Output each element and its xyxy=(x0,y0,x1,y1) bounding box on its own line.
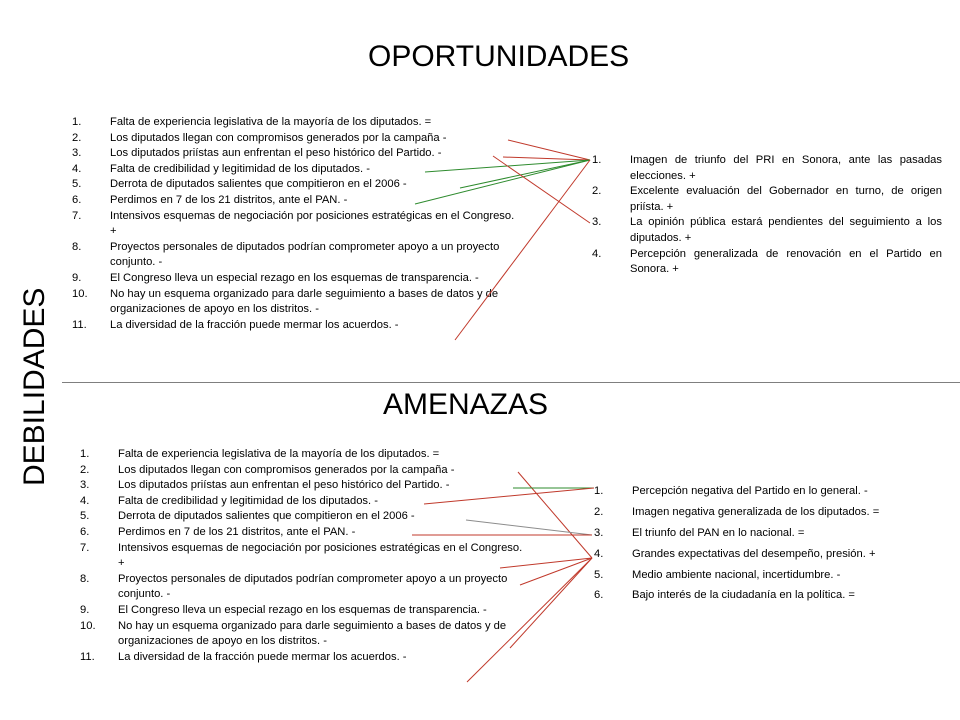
amenazas-title: AMENAZAS xyxy=(383,388,549,421)
item-text: Medio ambiente nacional, incertidumbre. - xyxy=(632,568,841,581)
item-number: 8. xyxy=(80,572,90,585)
item-number: 3. xyxy=(80,479,90,492)
item-text: El Congreso lleva un especial rezago en los esquemas de transparencia. - xyxy=(118,603,487,616)
item-text: No hay un esquema organizado para darle seguimiento a bases de datos y de organizaciones de apoyo en los distritos. - xyxy=(118,619,507,648)
item-number: 4. xyxy=(72,162,82,175)
item-text: Los diputados priístas aun enfrentan el peso histórico del Partido. - xyxy=(118,479,450,492)
item-text: Imagen negativa generalizada de los diputados. = xyxy=(632,505,880,518)
item-number: 2. xyxy=(594,505,604,518)
item-text: Falta de experiencia legislativa de la mayoría de los diputados. = xyxy=(110,116,432,128)
item-number: 6. xyxy=(72,193,82,206)
connector-line-8 xyxy=(518,472,592,558)
item-number: 4. xyxy=(594,547,604,560)
item-text: La diversidad de la fracción puede mermar los acuerdos. - xyxy=(110,318,399,331)
item-text: Intensivos esquemas de negociación por posiciones estratégicas en el Congreso. + xyxy=(118,541,523,570)
item-number: 3. xyxy=(72,147,82,160)
item-text: Derrota de diputados salientes que compitieron en el 2006 - xyxy=(110,178,407,191)
item-text: La opinión pública estará pendientes del seguimiento a los diputados. + xyxy=(630,216,942,244)
item-text: Los diputados priístas aun enfrentan el peso histórico del Partido. - xyxy=(110,147,442,160)
item-text: Percepción generalizada de renovación en el Partido en Sonora. + xyxy=(630,247,942,276)
item-number: 1. xyxy=(592,154,602,166)
item-text: Los diputados llegan con compromisos generados por la campaña - xyxy=(118,463,455,476)
connector-line-16 xyxy=(467,558,592,682)
item-number: 11. xyxy=(72,318,87,331)
item-number: 11. xyxy=(80,650,95,663)
item-text: Bajo interés de la ciudadanía en la política. = xyxy=(632,589,855,602)
connector-line-4 xyxy=(460,160,590,188)
item-number: 2. xyxy=(592,185,602,198)
item-number: 2. xyxy=(80,463,90,476)
connector-line-6 xyxy=(493,156,590,223)
item-text: El triunfo del PAN en lo nacional. = xyxy=(632,526,805,539)
item-text: Percepción negativa del Partido en lo general. - xyxy=(632,485,868,497)
item-number: 1. xyxy=(80,448,90,460)
item-number: 1. xyxy=(72,116,82,128)
item-number: 6. xyxy=(80,525,90,538)
item-text: Proyectos personales de diputados podrían comprometer apoyo a un proyecto conjunto. - xyxy=(118,572,508,601)
item-text: Los diputados llegan con compromisos generados por la campaña - xyxy=(110,131,447,144)
item-number: 3. xyxy=(592,216,602,229)
item-number: 6. xyxy=(594,589,604,602)
item-text: Falta de credibilidad y legitimidad de los diputados. - xyxy=(118,494,378,507)
connector-line-10 xyxy=(424,488,594,504)
item-text: Perdimos en 7 de los 21 distritos, ante el PAN. - xyxy=(118,525,356,538)
item-number: 9. xyxy=(80,603,90,616)
item-number: 5. xyxy=(72,178,82,191)
connector-line-11 xyxy=(466,520,592,535)
item-number: 9. xyxy=(72,271,82,284)
item-text: Proyectos personales de diputados podrían comprometer apoyo a un proyecto conjunto. - xyxy=(110,240,500,269)
item-text: Excelente evaluación del Gobernador en turno, de origen priísta. + xyxy=(630,185,942,213)
item-number: 7. xyxy=(80,541,90,554)
item-number: 5. xyxy=(80,510,90,523)
item-text: La diversidad de la fracción puede mermar los acuerdos. - xyxy=(118,650,407,663)
connector-line-2 xyxy=(503,157,590,160)
item-number: 2. xyxy=(72,131,82,144)
item-number: 4. xyxy=(80,494,90,507)
connector-line-15 xyxy=(510,558,592,648)
connector-line-7 xyxy=(455,160,590,340)
item-text: Imagen de triunfo del PRI en Sonora, ante las pasadas elecciones. + xyxy=(630,154,942,182)
item-text: Falta de experiencia legislativa de la mayoría de los diputados. = xyxy=(118,448,440,460)
item-number: 10. xyxy=(80,619,96,632)
connector-line-1 xyxy=(508,140,590,160)
item-number: 3. xyxy=(594,526,604,539)
item-number: 1. xyxy=(594,485,604,497)
item-text: Falta de credibilidad y legitimidad de los diputados. - xyxy=(110,162,370,175)
debilidades-vertical-title: DEBILIDADES xyxy=(18,287,51,486)
item-text: El Congreso lleva un especial rezago en los esquemas de transparencia. - xyxy=(110,271,479,284)
item-number: 7. xyxy=(72,209,82,222)
item-text: Derrota de diputados salientes que compitieron en el 2006 - xyxy=(118,510,415,523)
item-text: Intensivos esquemas de negociación por posiciones estratégicas en el Congreso. + xyxy=(110,209,515,238)
item-number: 4. xyxy=(592,247,602,260)
item-text: Grandes expectativas del desempeño, presión. + xyxy=(632,547,876,560)
item-number: 10. xyxy=(72,287,88,300)
item-number: 5. xyxy=(594,568,604,581)
item-number: 8. xyxy=(72,240,82,253)
item-text: Perdimos en 7 de los 21 distritos, ante el PAN. - xyxy=(110,193,348,206)
item-text: No hay un esquema organizado para darle seguimiento a bases de datos y de organizaciones de apoyo en los distritos. - xyxy=(110,287,499,316)
oportunidades-title: OPORTUNIDADES xyxy=(368,40,630,73)
